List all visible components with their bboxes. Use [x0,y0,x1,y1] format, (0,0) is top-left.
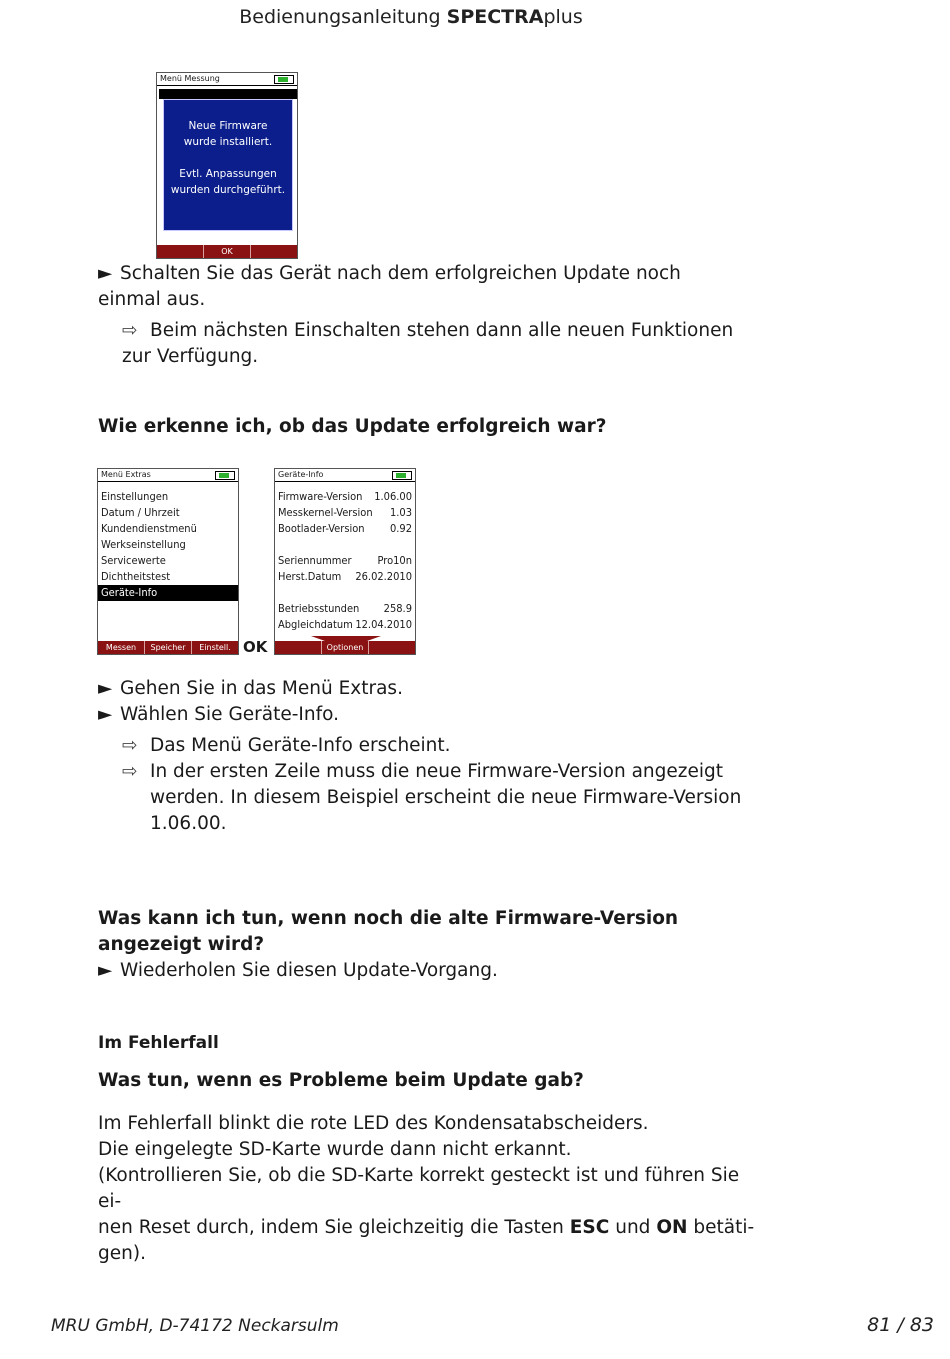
firmware-dialog [163,99,293,231]
menu-item[interactable]: Einstellungen [101,490,169,503]
info-row: Bootlader-Version 0.92 [278,522,412,535]
footer-page-number: 81 / 83 [867,1314,934,1336]
step-action: ► Wählen Sie Geräte-Info. [98,702,339,728]
dialog-line: wurden durchgeführt. [170,184,286,196]
footer-company: MRU GmbH, D-74172 Neckarsulm [51,1316,339,1336]
info-row: Abgleichdatum 12.04.2010 [278,618,412,631]
step-action: ► Wiederholen Sie diesen Update-Vorgang. [98,958,498,984]
softkey-speicher[interactable]: Speicher [145,641,192,654]
info-row: Betriebsstunden 258.9 [278,602,412,615]
info-row: Seriennummer Pro10n [278,554,412,567]
ok-key-label: OK [243,638,268,656]
battery-icon [274,75,294,84]
error-paragraph: Im Fehlerfall blinkt die rote LED des Kondensatabscheiders. Die eingelegte SD-Karte wurde dann nicht erkannt. (Kontrollieren Sie, ob die SD-Karte korrekt gesteckt ist und führen Sie ei- nen Reset durch, indem Sie gleichzeitig die Tasten ESC und ON betäti- gen). [98,1113,755,1264]
screen-titlebar: Menü Messung [157,73,297,86]
play-arrow-icon: ► [98,678,113,699]
device-screen-extras [97,468,239,655]
menu-item[interactable]: Dichtheitstest [101,570,171,583]
menu-item[interactable]: Datum / Uhrzeit [101,506,180,519]
hollow-arrow-icon: ⇨ [122,761,138,782]
softkey-optionen[interactable]: Optionen [322,641,369,654]
menu-item-selected[interactable]: Geräte-Info [98,585,238,601]
menu-item[interactable]: Werkseinstellung [101,538,186,551]
menu-item[interactable]: Servicewerte [101,554,166,567]
dialog-line: wurde installiert. [183,136,273,148]
step-action: ► Schalten Sie das Gerät nach dem erfolgreichen Update noch einmal aus. [98,263,681,310]
softkey-messen[interactable]: Messen [98,641,145,654]
page-header: Bedienungsanleitung SPECTRAplus [239,6,583,28]
step-action: ► Gehen Sie in das Menü Extras. [98,676,403,702]
hollow-arrow-icon: ⇨ [122,735,138,756]
step-result: ⇨ Das Menü Geräte-Info erscheint. [122,733,742,759]
info-list [275,489,415,633]
dialog-line: Evtl. Anpassungen [179,168,277,180]
key-on: ON [656,1217,688,1238]
section-heading: Wie erkenne ich, ob das Update erfolgreich war? [98,416,607,437]
play-arrow-icon: ► [98,960,113,981]
section-heading: Was kann ich tun, wenn noch die alte Firmware-Version angezeigt wird? [98,908,679,955]
step-result: ⇨ Beim nächsten Einschalten stehen dann alle neuen Funktionen zur Verfügung. [122,320,734,367]
dialog-line: Neue Firmware [188,120,268,132]
battery-icon [392,471,412,480]
menu-list [98,489,238,601]
brand-name: SPECTRA [446,6,544,28]
play-arrow-icon: ► [98,263,113,284]
screen-titlebar: Geräte-Info [275,469,415,482]
menu-item[interactable]: Kundendienstmenü [101,522,197,535]
key-esc: ESC [569,1217,610,1238]
info-row: Firmware-Version 1.06.00 [278,490,412,503]
softkey-ok[interactable]: OK [204,245,251,258]
info-row: Messkernel-Version 1.03 [278,506,412,519]
hollow-arrow-icon: ⇨ [122,320,138,341]
info-row: Herst.Datum 26.02.2010 [278,570,412,583]
softkey-bar [275,641,415,654]
step-result: ⇨ In der ersten Zeile muss die neue Firmware-Version angezeigt werden. In diesem Beispiel erscheint die neue Firmware-Version 1.06.00. [122,761,742,834]
device-screen-measurement [156,72,298,259]
screen-titlebar: Menü Extras [98,469,238,482]
section-heading: Was tun, wenn es Probleme beim Update gab? [98,1070,584,1091]
softkey-einstell[interactable]: Einstell. [199,643,231,652]
softkey-bar [157,245,297,258]
play-arrow-icon: ► [98,704,113,725]
device-screen-device-info [274,468,416,655]
softkey-bar [98,641,238,654]
section-subheading: Im Fehlerfall [98,1033,219,1053]
battery-icon [215,471,235,480]
